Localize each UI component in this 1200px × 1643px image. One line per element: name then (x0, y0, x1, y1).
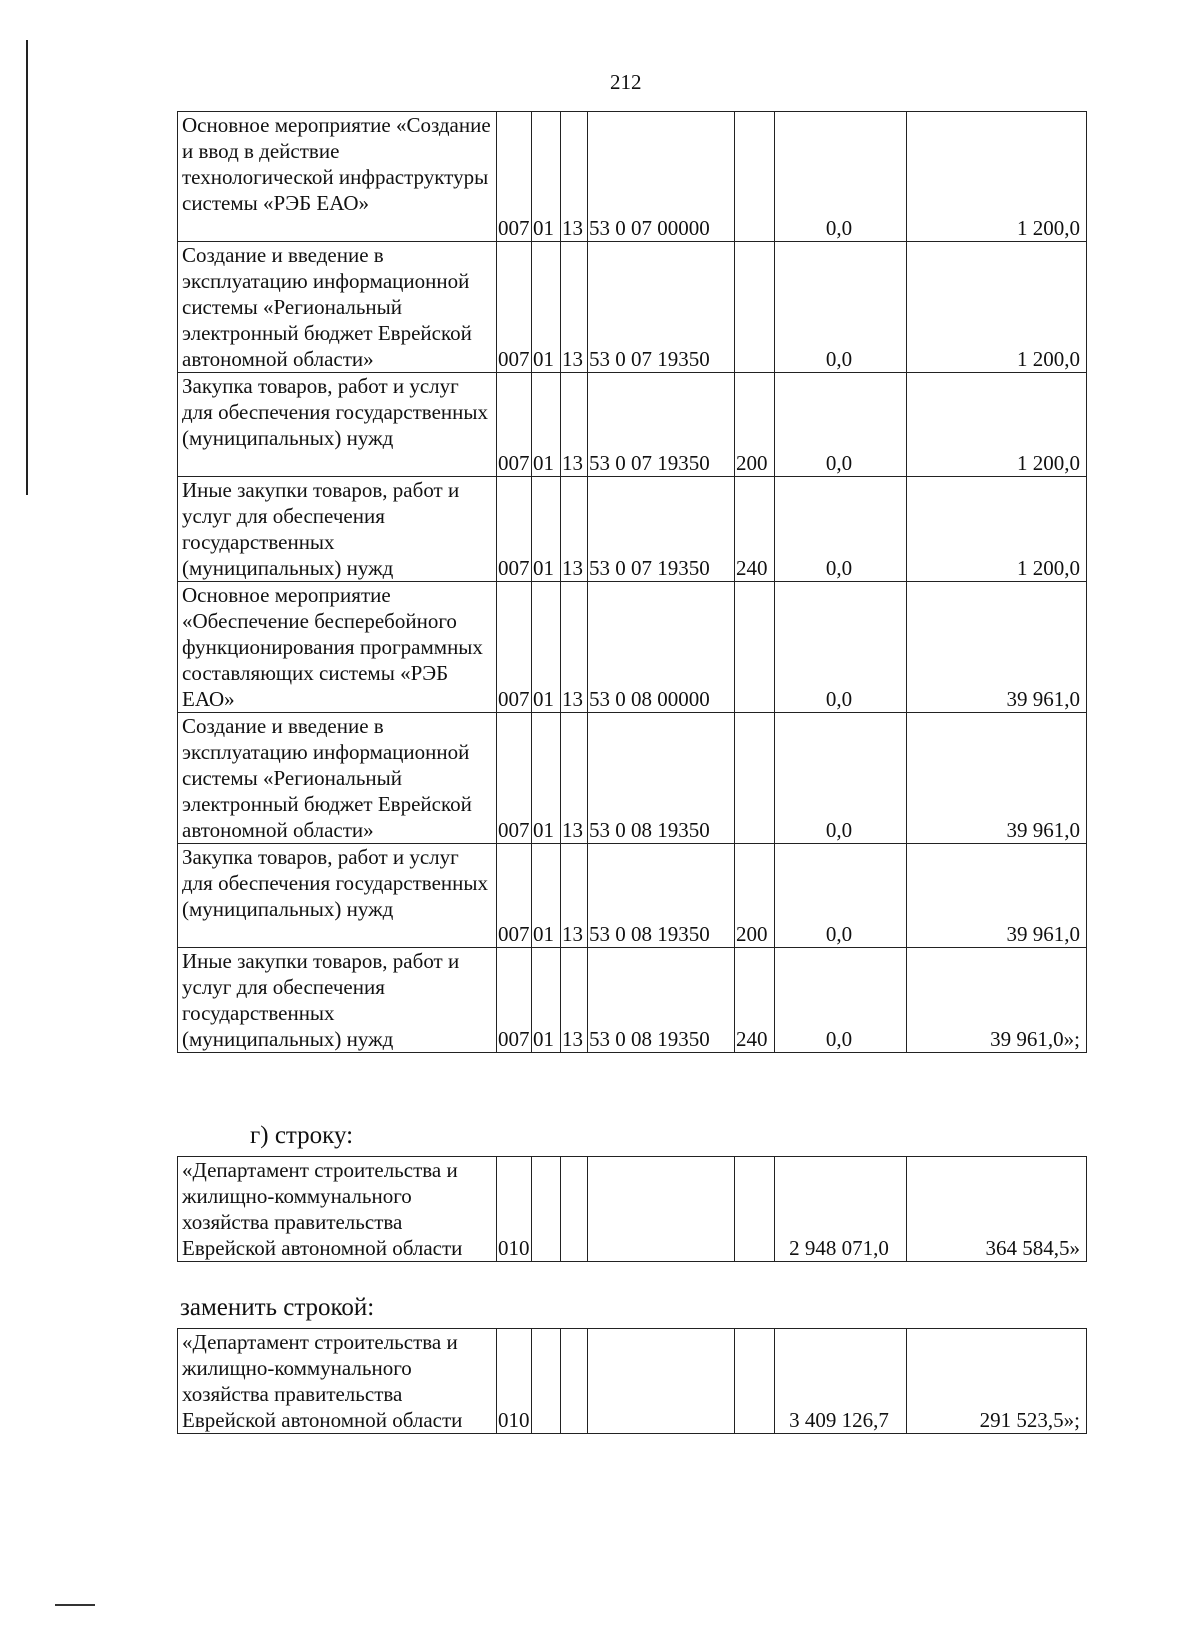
table-row (178, 713, 1087, 844)
budget-table (177, 111, 1087, 1053)
section-code: 01 (532, 477, 561, 582)
table-row (178, 844, 1087, 948)
target-article: 53 0 07 19350 (588, 373, 735, 477)
ministry-code: 007 (497, 948, 532, 1053)
ministry-code: 007 (497, 242, 532, 373)
sum-2: 1 200,0 (907, 477, 1087, 582)
sum-1: 0,0 (775, 477, 907, 582)
sum-2: 291 523,5»; (907, 1329, 1087, 1434)
section-code (532, 1329, 561, 1434)
subsection-code: 13 (561, 844, 588, 948)
section-code: 01 (532, 112, 561, 242)
target-article: 53 0 07 00000 (588, 112, 735, 242)
sum-2: 39 961,0 (907, 844, 1087, 948)
section-code: 01 (532, 713, 561, 844)
replace-label: заменить строкой: (180, 1294, 375, 1321)
subsection-code: 13 (561, 477, 588, 582)
target-article: 53 0 07 19350 (588, 477, 735, 582)
target-article: 53 0 08 00000 (588, 582, 735, 713)
expense-type (735, 242, 775, 373)
sum-1: 0,0 (775, 948, 907, 1053)
table-row (178, 373, 1087, 477)
subsection-code: 13 (561, 112, 588, 242)
expense-type: 240 (735, 477, 775, 582)
target-article: 53 0 08 19350 (588, 713, 735, 844)
table-row (178, 477, 1087, 582)
section-code: 01 (532, 373, 561, 477)
table-row (178, 1157, 1087, 1262)
target-article: 53 0 07 19350 (588, 242, 735, 373)
row-name: Основное мероприятие «Обеспечение бесперебойного функционирования программных составляющих системы «РЭБ ЕАО» (178, 582, 497, 713)
section-code: 01 (532, 948, 561, 1053)
table-row (178, 112, 1087, 242)
expense-type (735, 1157, 775, 1262)
target-article (588, 1329, 735, 1434)
sum-2: 39 961,0»; (907, 948, 1087, 1053)
sum-2: 1 200,0 (907, 242, 1087, 373)
subsection-code: 13 (561, 373, 588, 477)
expense-type (735, 713, 775, 844)
sum-2: 39 961,0 (907, 582, 1087, 713)
sum-2: 1 200,0 (907, 112, 1087, 242)
row-name: Создание и введение в эксплуатацию информационной системы «Региональный электронный бюджет Еврейской автономной области» (178, 713, 497, 844)
ministry-code: 010 (497, 1329, 532, 1434)
sum-1: 0,0 (775, 373, 907, 477)
row-name: Закупка товаров, работ и услуг для обеспечения государственных (муниципальных) нужд (178, 373, 497, 477)
row-name: Иные закупки товаров, работ и услуг для обеспечения государственных (муниципальных) нужд (178, 477, 497, 582)
sum-1: 0,0 (775, 112, 907, 242)
sum-1: 0,0 (775, 242, 907, 373)
subsection-code: 13 (561, 242, 588, 373)
sum-1: 3 409 126,7 (775, 1329, 907, 1434)
target-article (588, 1157, 735, 1262)
section-code: 01 (532, 844, 561, 948)
subsection-code: 13 (561, 713, 588, 844)
row-name: Основное мероприятие «Создание и ввод в действие технологической инфраструктуры системы «РЭБ ЕАО» (178, 112, 497, 242)
target-article: 53 0 08 19350 (588, 948, 735, 1053)
expense-type (735, 112, 775, 242)
section-g-label: г) строку: (250, 1122, 354, 1149)
expense-type: 240 (735, 948, 775, 1053)
row-name: Создание и введение в эксплуатацию информационной системы «Региональный электронный бюджет Еврейской автономной области» (178, 242, 497, 373)
page-number: 212 (610, 70, 642, 94)
subsection-code: 13 (561, 582, 588, 713)
sum-1: 0,0 (775, 582, 907, 713)
sum-1: 2 948 071,0 (775, 1157, 907, 1262)
ministry-code: 007 (497, 713, 532, 844)
row-name: «Департамент строительства и жилищно-коммунального хозяйства правительства Еврейской автономной области (178, 1329, 497, 1434)
sum-1: 0,0 (775, 844, 907, 948)
margin-binding-line (26, 40, 28, 495)
section-code: 01 (532, 242, 561, 373)
subsection-code (561, 1329, 588, 1434)
ministry-code: 007 (497, 844, 532, 948)
row-name: «Департамент строительства и жилищно-коммунального хозяйства правительства Еврейской автономной области (178, 1157, 497, 1262)
section-code (532, 1157, 561, 1262)
row-name: Иные закупки товаров, работ и услуг для обеспечения государственных (муниципальных) нужд (178, 948, 497, 1053)
row-name: Закупка товаров, работ и услуг для обеспечения государственных (муниципальных) нужд (178, 844, 497, 948)
ministry-code: 007 (497, 582, 532, 713)
ministry-code: 010 (497, 1157, 532, 1262)
sum-2: 1 200,0 (907, 373, 1087, 477)
ministry-code: 007 (497, 373, 532, 477)
sum-2: 364 584,5» (907, 1157, 1087, 1262)
table-row (178, 242, 1087, 373)
subsection-code: 13 (561, 948, 588, 1053)
table-row (178, 582, 1087, 713)
table-row (178, 1329, 1087, 1434)
ministry-code: 007 (497, 477, 532, 582)
target-article: 53 0 08 19350 (588, 844, 735, 948)
sum-2: 39 961,0 (907, 713, 1087, 844)
expense-type: 200 (735, 844, 775, 948)
sum-1: 0,0 (775, 713, 907, 844)
new-row-table (177, 1328, 1087, 1434)
bottom-dash-mark (55, 1604, 95, 1606)
ministry-code: 007 (497, 112, 532, 242)
expense-type (735, 582, 775, 713)
expense-type: 200 (735, 373, 775, 477)
old-row-table (177, 1156, 1087, 1262)
subsection-code (561, 1157, 588, 1262)
expense-type (735, 1329, 775, 1434)
table-row (178, 948, 1087, 1053)
section-code: 01 (532, 582, 561, 713)
